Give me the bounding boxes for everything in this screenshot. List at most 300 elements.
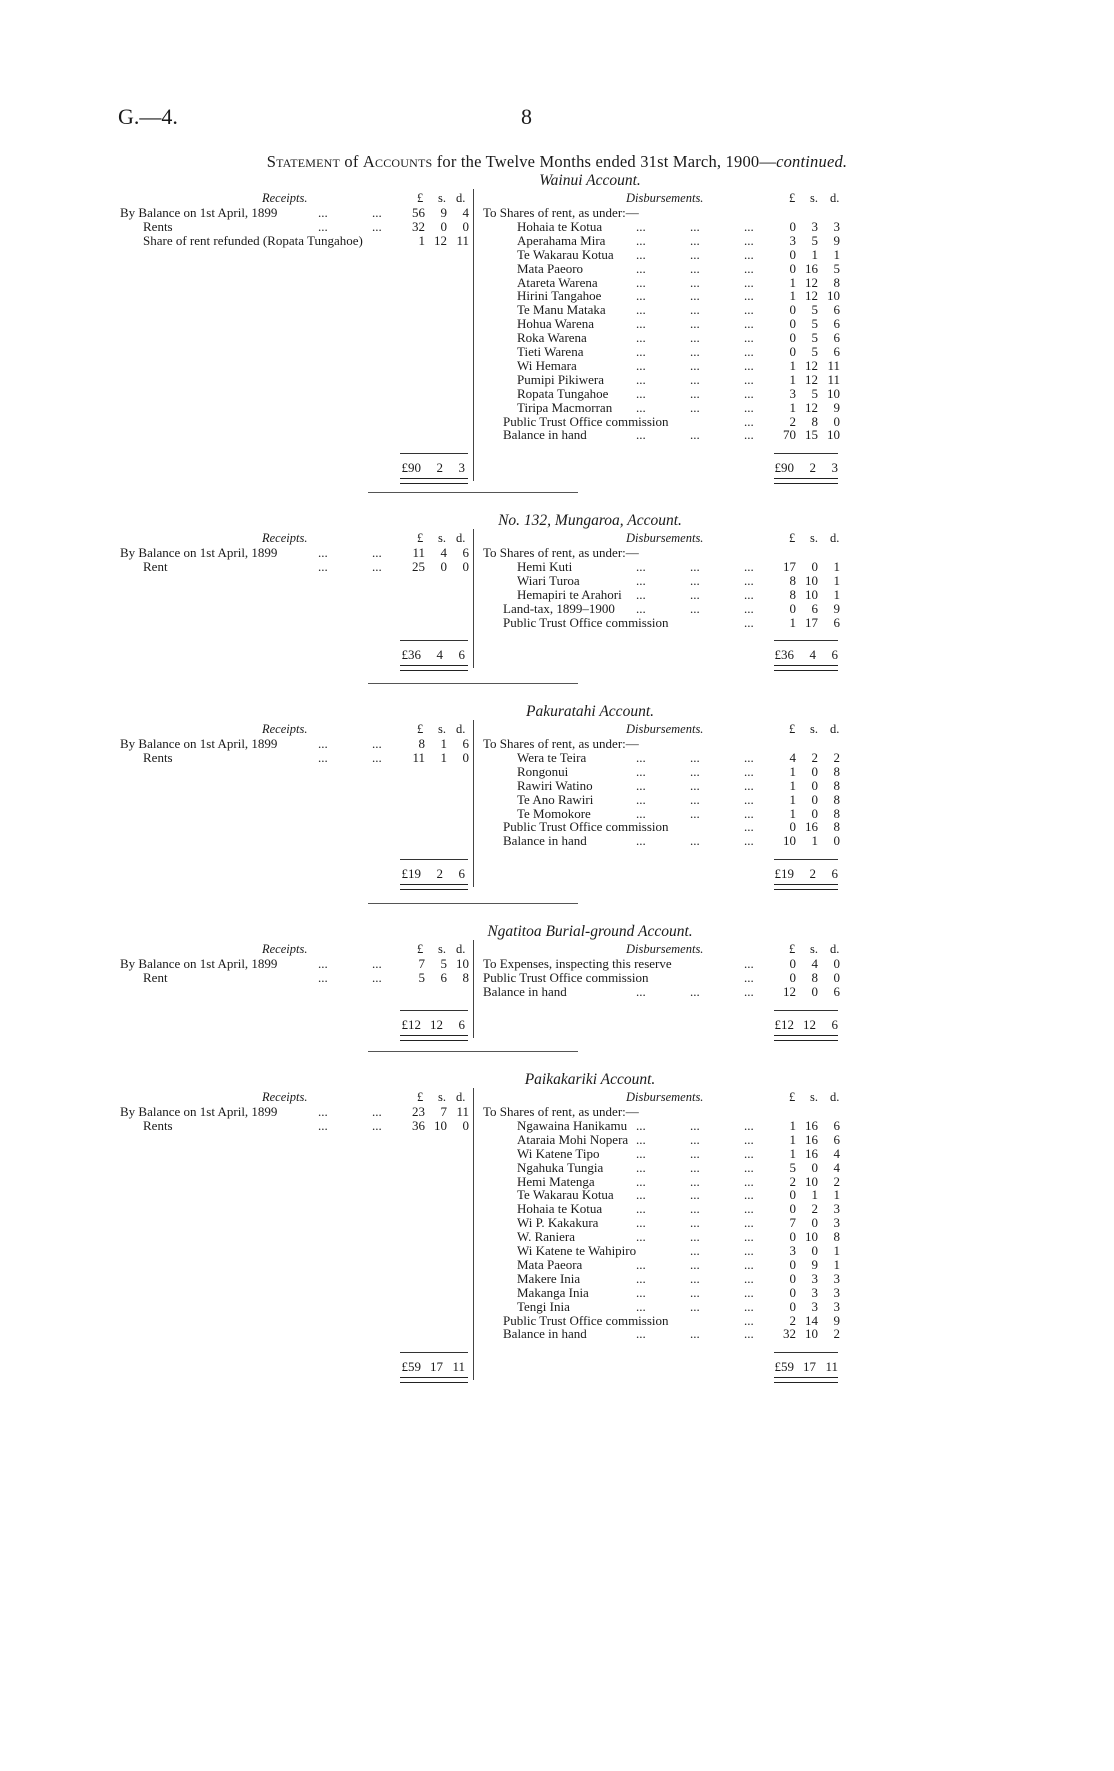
pence-value: 6 xyxy=(833,344,840,359)
pounds-value: 5 xyxy=(789,1159,796,1175)
pounds-value: 1 xyxy=(789,371,796,387)
disbursement-amount xyxy=(772,1285,842,1300)
leader-dots: ... xyxy=(744,1131,754,1147)
leader-dots: ... xyxy=(636,791,646,807)
leader-dots: ... xyxy=(372,218,382,234)
shillings-value: 1 xyxy=(811,1187,818,1203)
total-double-rule-left xyxy=(400,478,468,484)
disbursement-amount xyxy=(772,427,842,442)
shillings-value: 2 xyxy=(809,460,816,476)
pounds-value: 8 xyxy=(789,586,796,602)
pounds-value: £12 xyxy=(401,1016,421,1032)
disbursement-amount xyxy=(772,819,842,834)
disbursements-header: Disbursements. xyxy=(626,531,704,545)
receipt-amount xyxy=(401,1118,471,1133)
total-double-rule-right xyxy=(774,884,838,890)
disbursement-label: Makanga Inia xyxy=(517,1284,589,1300)
disbursement-label: Mata Paeora xyxy=(517,1256,583,1272)
shillings-value: 16 xyxy=(805,1145,818,1161)
pence-value: 8 xyxy=(462,969,469,985)
disbursement-amount xyxy=(772,275,842,290)
shillings-value: 5 xyxy=(440,956,447,971)
pounds-value: 0 xyxy=(789,1270,796,1286)
leader-dots: ... xyxy=(690,399,700,415)
pounds-value: 0 xyxy=(789,1284,796,1300)
leader-dots: ... xyxy=(636,246,646,262)
shillings-value: 10 xyxy=(805,1173,818,1189)
shillings-value: 0 xyxy=(811,777,818,793)
shillings-header-left: s. xyxy=(438,722,446,736)
pence-header-left: d. xyxy=(456,1090,466,1104)
account-title: Ngatitoa Burial-ground Account. xyxy=(487,923,693,940)
total-receipts xyxy=(397,647,467,662)
leader-dots: ... xyxy=(690,1215,700,1231)
account-title: Paikakariki Account. xyxy=(524,1071,656,1088)
pence-value: 10 xyxy=(827,385,840,401)
shillings-value: 6 xyxy=(811,600,818,616)
leader-dots: ... xyxy=(318,1117,328,1133)
disbursement-label: Public Trust Office commission xyxy=(503,614,669,630)
leader-dots: ... xyxy=(744,357,754,373)
disbursement-heading: To Shares of rent, as under:— xyxy=(483,545,639,560)
shillings-value: 0 xyxy=(440,218,447,234)
column-divider xyxy=(473,189,474,481)
leader-dots: ... xyxy=(690,260,700,276)
shillings-value: 17 xyxy=(803,1359,816,1375)
pounds-value: 1 xyxy=(789,791,796,807)
leader-dots: ... xyxy=(744,1201,754,1217)
shillings-value: 10 xyxy=(805,586,818,602)
disbursement-amount xyxy=(772,1187,842,1202)
disbursements-header: Disbursements. xyxy=(626,1090,704,1104)
account-title: Pakuratahi Account. xyxy=(526,703,654,720)
shillings-header-right: s. xyxy=(810,531,818,545)
shillings-value: 16 xyxy=(805,819,818,835)
leader-dots: ... xyxy=(690,1159,700,1175)
leader-dots: ... xyxy=(690,1326,700,1342)
total-disbursements xyxy=(770,866,840,881)
leader-dots: ... xyxy=(636,1284,646,1300)
disbursement-label: Public Trust Office commission xyxy=(503,413,669,429)
receipts-header: Receipts. xyxy=(262,942,308,956)
pence-value: 11 xyxy=(827,371,840,387)
pounds-value: 0 xyxy=(789,218,796,234)
disbursement-amount xyxy=(772,573,842,588)
pounds-value: 0 xyxy=(789,1201,796,1217)
leader-dots: ... xyxy=(636,260,646,276)
pounds-value: 0 xyxy=(789,344,796,359)
pence-value: 11 xyxy=(452,1359,465,1375)
pounds-value: 0 xyxy=(789,330,796,346)
leader-dots: ... xyxy=(636,763,646,779)
disbursement-amount xyxy=(772,1257,842,1272)
shillings-value: 0 xyxy=(811,1243,818,1258)
leader-dots: ... xyxy=(690,344,700,359)
column-divider xyxy=(473,940,474,1038)
receipt-label: Rent xyxy=(143,969,168,985)
disbursement-amount xyxy=(772,1243,842,1258)
shillings-value: 7 xyxy=(440,1104,447,1119)
leader-dots: ... xyxy=(744,1298,754,1314)
leader-dots: ... xyxy=(636,274,646,290)
disbursement-amount xyxy=(772,1174,842,1189)
receipt-label: By Balance on 1st April, 1899 xyxy=(120,545,278,560)
pence-header-left: d. xyxy=(456,942,466,956)
pence-value: 8 xyxy=(833,777,840,793)
leader-dots: ... xyxy=(744,1270,754,1286)
leader-dots: ... xyxy=(636,302,646,318)
pence-value: 6 xyxy=(833,316,840,332)
leader-dots: ... xyxy=(690,1201,700,1217)
leader-dots: ... xyxy=(744,260,754,276)
pounds-value: £90 xyxy=(401,460,421,476)
pound-header-left: £ xyxy=(417,1090,424,1104)
leader-dots: ... xyxy=(372,956,382,971)
leader-dots: ... xyxy=(690,1173,700,1189)
receipt-label: By Balance on 1st April, 1899 xyxy=(120,956,278,971)
leader-dots: ... xyxy=(636,427,646,443)
leader-dots: ... xyxy=(636,371,646,387)
total-double-rule-left xyxy=(400,1377,468,1383)
pound-header-right: £ xyxy=(789,722,796,736)
pound-header-right: £ xyxy=(789,531,796,545)
disbursement-label: Ropata Tungahoe xyxy=(517,385,609,401)
disbursement-amount xyxy=(772,372,842,387)
pounds-value: 11 xyxy=(412,749,425,765)
pence-value: 6 xyxy=(831,647,838,663)
disbursement-label: Balance in hand xyxy=(503,427,587,443)
total-receipts xyxy=(397,460,467,475)
shillings-value: 0 xyxy=(811,763,818,779)
disbursement-label: Te Manu Mataka xyxy=(517,302,606,318)
disbursement-label: Te Wakarau Kotua xyxy=(517,1187,614,1203)
shillings-value: 10 xyxy=(805,1326,818,1342)
shillings-value: 10 xyxy=(805,572,818,588)
leader-dots: ... xyxy=(636,1201,646,1217)
pence-header-right: d. xyxy=(830,1090,840,1104)
pence-value: 8 xyxy=(833,805,840,821)
pence-header-left: d. xyxy=(456,191,466,205)
leader-dots: ... xyxy=(690,558,700,574)
disbursement-amount xyxy=(772,806,842,821)
leader-dots: ... xyxy=(744,1243,754,1258)
title-continued: continued. xyxy=(776,152,848,171)
pounds-value: £59 xyxy=(401,1359,421,1375)
pounds-value: 1 xyxy=(789,614,796,630)
pounds-value: 2 xyxy=(789,1312,796,1328)
shillings-value: 15 xyxy=(805,427,818,443)
shillings-value: 3 xyxy=(811,218,818,234)
pence-value: 3 xyxy=(833,1201,840,1217)
receipt-amount xyxy=(401,970,471,985)
leader-dots: ... xyxy=(636,1117,646,1133)
shillings-header-right: s. xyxy=(810,191,818,205)
pence-value: 4 xyxy=(833,1159,840,1175)
leader-dots: ... xyxy=(636,385,646,401)
leader-dots: ... xyxy=(744,791,754,807)
pence-value: 1 xyxy=(833,1187,840,1203)
subtotal-rule-left xyxy=(400,1010,468,1011)
subtotal-rule-left xyxy=(400,859,468,860)
pence-value: 6 xyxy=(458,647,465,663)
leader-dots: ... xyxy=(636,1256,646,1272)
leader-dots: ... xyxy=(636,399,646,415)
leader-dots: ... xyxy=(744,749,754,765)
pounds-value: 1 xyxy=(789,805,796,821)
pence-value: 3 xyxy=(833,1270,840,1286)
pounds-value: 0 xyxy=(789,1256,796,1272)
shillings-value: 2 xyxy=(436,866,443,882)
pounds-value: 1 xyxy=(789,763,796,779)
leader-dots: ... xyxy=(690,1256,700,1272)
leader-dots: ... xyxy=(636,833,646,849)
shillings-value: 1 xyxy=(811,246,818,262)
section-separator xyxy=(368,683,578,684)
pounds-value: 7 xyxy=(789,1215,796,1231)
leader-dots: ... xyxy=(744,232,754,248)
pound-header-left: £ xyxy=(417,942,424,956)
pence-value: 10 xyxy=(827,288,840,304)
shillings-header-left: s. xyxy=(438,1090,446,1104)
pence-value: 4 xyxy=(462,205,469,220)
pounds-value: 0 xyxy=(789,316,796,332)
disbursement-label: Te Momokore xyxy=(517,805,591,821)
pence-value: 10 xyxy=(456,956,469,971)
pound-header-right: £ xyxy=(789,942,796,956)
leader-dots: ... xyxy=(318,736,328,751)
leader-dots: ... xyxy=(372,736,382,751)
pounds-value: 8 xyxy=(418,736,425,751)
pence-header-right: d. xyxy=(830,942,840,956)
pence-header-left: d. xyxy=(456,722,466,736)
receipts-header: Receipts. xyxy=(262,191,308,205)
disbursement-amount xyxy=(772,316,842,331)
pounds-value: 0 xyxy=(789,956,796,971)
leader-dots: ... xyxy=(744,558,754,574)
shillings-header-right: s. xyxy=(810,1090,818,1104)
receipt-amount xyxy=(401,233,471,248)
shillings-value: 0 xyxy=(811,791,818,807)
leader-dots: ... xyxy=(744,316,754,332)
leader-dots: ... xyxy=(318,956,328,971)
pence-value: 2 xyxy=(833,1173,840,1189)
disbursements-header: Disbursements. xyxy=(626,942,704,956)
pence-value: 0 xyxy=(462,749,469,765)
pounds-value: 10 xyxy=(783,833,796,849)
leader-dots: ... xyxy=(744,1256,754,1272)
total-double-rule-right xyxy=(774,665,838,671)
shillings-value: 0 xyxy=(811,983,818,999)
shillings-value: 10 xyxy=(805,1229,818,1245)
disbursement-label: To Expenses, inspecting this reserve xyxy=(483,956,672,971)
shillings-value: 5 xyxy=(811,316,818,332)
leader-dots: ... xyxy=(636,218,646,234)
leader-dots: ... xyxy=(636,805,646,821)
pence-value: 0 xyxy=(833,956,840,971)
shillings-header-left: s. xyxy=(438,531,446,545)
disbursement-amount xyxy=(772,833,842,848)
disbursement-amount xyxy=(772,400,842,415)
shillings-value: 17 xyxy=(805,614,818,630)
disbursement-amount xyxy=(772,1118,842,1133)
leader-dots: ... xyxy=(744,1284,754,1300)
shillings-value: 4 xyxy=(809,647,816,663)
leader-dots: ... xyxy=(744,344,754,359)
leader-dots: ... xyxy=(690,1187,700,1203)
leader-dots: ... xyxy=(744,819,754,835)
pence-value: 3 xyxy=(833,1284,840,1300)
column-divider xyxy=(473,529,474,668)
shillings-value: 5 xyxy=(811,302,818,318)
pounds-value: 0 xyxy=(789,246,796,262)
leader-dots: ... xyxy=(636,357,646,373)
disbursement-label: Wi P. Kakakura xyxy=(517,1215,599,1231)
leader-dots: ... xyxy=(690,246,700,262)
pounds-value: 0 xyxy=(789,302,796,318)
pence-header-left: d. xyxy=(456,531,466,545)
subtotal-rule-left xyxy=(400,1352,468,1353)
pounds-value: £59 xyxy=(774,1359,794,1375)
section-separator xyxy=(368,492,578,493)
shillings-value: 8 xyxy=(811,969,818,985)
pounds-value: 0 xyxy=(789,819,796,835)
pence-value: 9 xyxy=(833,600,840,616)
shillings-header-right: s. xyxy=(810,942,818,956)
shillings-value: 4 xyxy=(436,647,443,663)
disbursement-amount xyxy=(772,764,842,779)
receipt-amount xyxy=(401,559,471,574)
disbursement-amount xyxy=(772,358,842,373)
leader-dots: ... xyxy=(690,330,700,346)
pence-value: 0 xyxy=(833,413,840,429)
title-accounts: Accounts xyxy=(362,152,433,171)
pounds-value: 4 xyxy=(789,749,796,765)
total-disbursements xyxy=(770,460,840,475)
page-header-code: G.—4. xyxy=(118,104,178,129)
disbursement-label: Makere Inia xyxy=(517,1270,581,1286)
shillings-value: 3 xyxy=(811,1298,818,1314)
section-separator xyxy=(368,903,578,904)
title-of: of xyxy=(344,152,359,171)
subtotal-rule-left xyxy=(400,453,468,454)
pence-value: 3 xyxy=(833,1298,840,1314)
disbursement-label: Hemi Matenga xyxy=(517,1173,595,1189)
leader-dots: ... xyxy=(744,1215,754,1231)
pounds-value: 11 xyxy=(412,545,425,560)
total-disbursements xyxy=(770,1017,840,1032)
disbursement-label: Rawiri Watino xyxy=(517,777,593,793)
receipt-amount xyxy=(401,736,471,751)
page-number: 8 xyxy=(521,104,532,129)
total-receipts xyxy=(397,866,467,881)
leader-dots: ... xyxy=(744,1159,754,1175)
receipt-label: Share of rent refunded (Ropata Tungahoe) xyxy=(143,232,363,248)
pence-value: 6 xyxy=(831,866,838,882)
pence-value: 6 xyxy=(831,1016,838,1032)
disbursement-label: Wiari Turoa xyxy=(517,572,580,588)
leader-dots: ... xyxy=(690,1117,700,1133)
disbursement-label: Land-tax, 1899–1900 xyxy=(503,600,615,616)
pounds-value: 0 xyxy=(789,1187,796,1203)
disbursement-amount xyxy=(772,1146,842,1161)
pence-value: 1 xyxy=(833,246,840,262)
leader-dots: ... xyxy=(744,572,754,588)
subtotal-rule-right xyxy=(774,1352,838,1353)
leader-dots: ... xyxy=(744,246,754,262)
shillings-value: 16 xyxy=(805,1131,818,1147)
leader-dots: ... xyxy=(744,218,754,234)
disbursement-amount xyxy=(772,615,842,630)
pence-value: 2 xyxy=(833,749,840,765)
disbursement-amount xyxy=(772,219,842,234)
disbursement-label: Te Ano Rawiri xyxy=(517,791,594,807)
leader-dots: ... xyxy=(690,805,700,821)
leader-dots: ... xyxy=(372,1104,382,1119)
leader-dots: ... xyxy=(690,1298,700,1314)
title-statement: Statement xyxy=(266,152,341,171)
leader-dots: ... xyxy=(690,274,700,290)
leader-dots: ... xyxy=(690,288,700,304)
leader-dots: ... xyxy=(690,1270,700,1286)
account-title: Wainui Account. xyxy=(539,172,641,189)
disbursement-amount xyxy=(772,587,842,602)
leader-dots: ... xyxy=(636,1326,646,1342)
disbursement-amount xyxy=(772,970,842,985)
leader-dots: ... xyxy=(636,572,646,588)
leader-dots: ... xyxy=(744,385,754,401)
disbursement-label: Mata Paeoro xyxy=(517,260,584,276)
disbursement-label: Wi Katene te Wahipiro xyxy=(517,1243,637,1258)
title-rest: for the Twelve Months ended 31st March, 1900— xyxy=(436,152,777,171)
disbursement-label: Ngawaina Hanikamu xyxy=(517,1117,628,1133)
shillings-value: 3 xyxy=(811,1270,818,1286)
pence-value: 9 xyxy=(833,399,840,415)
pounds-value: 0 xyxy=(789,1298,796,1314)
shillings-value: 5 xyxy=(811,344,818,359)
leader-dots: ... xyxy=(372,558,382,574)
subtotal-rule-right xyxy=(774,640,838,641)
receipt-label: Rent xyxy=(143,558,168,574)
leader-dots: ... xyxy=(744,413,754,429)
receipt-label: Rents xyxy=(143,218,173,234)
pence-value: 6 xyxy=(833,1117,840,1133)
leader-dots: ... xyxy=(690,833,700,849)
leader-dots: ... xyxy=(372,545,382,560)
pence-value: 9 xyxy=(833,232,840,248)
disbursement-label: Hemi Kuti xyxy=(517,558,573,574)
pence-value: 6 xyxy=(462,736,469,751)
disbursement-label: Balance in hand xyxy=(483,983,567,999)
shillings-value: 2 xyxy=(811,1201,818,1217)
disbursement-label: Hohaia te Kotua xyxy=(517,218,603,234)
leader-dots: ... xyxy=(636,1145,646,1161)
pence-value: 0 xyxy=(462,558,469,574)
leader-dots: ... xyxy=(690,572,700,588)
section-separator xyxy=(368,1051,578,1052)
leader-dots: ... xyxy=(372,205,382,220)
leader-dots: ... xyxy=(744,586,754,602)
pounds-value: 1 xyxy=(789,1145,796,1161)
leader-dots: ... xyxy=(318,749,328,765)
disbursement-amount xyxy=(772,750,842,765)
shillings-header-left: s. xyxy=(438,191,446,205)
leader-dots: ... xyxy=(690,777,700,793)
pound-header-left: £ xyxy=(417,722,424,736)
pence-value: 8 xyxy=(833,274,840,290)
total-double-rule-right xyxy=(774,1377,838,1383)
pence-value: 1 xyxy=(833,1256,840,1272)
shillings-value: 2 xyxy=(809,866,816,882)
